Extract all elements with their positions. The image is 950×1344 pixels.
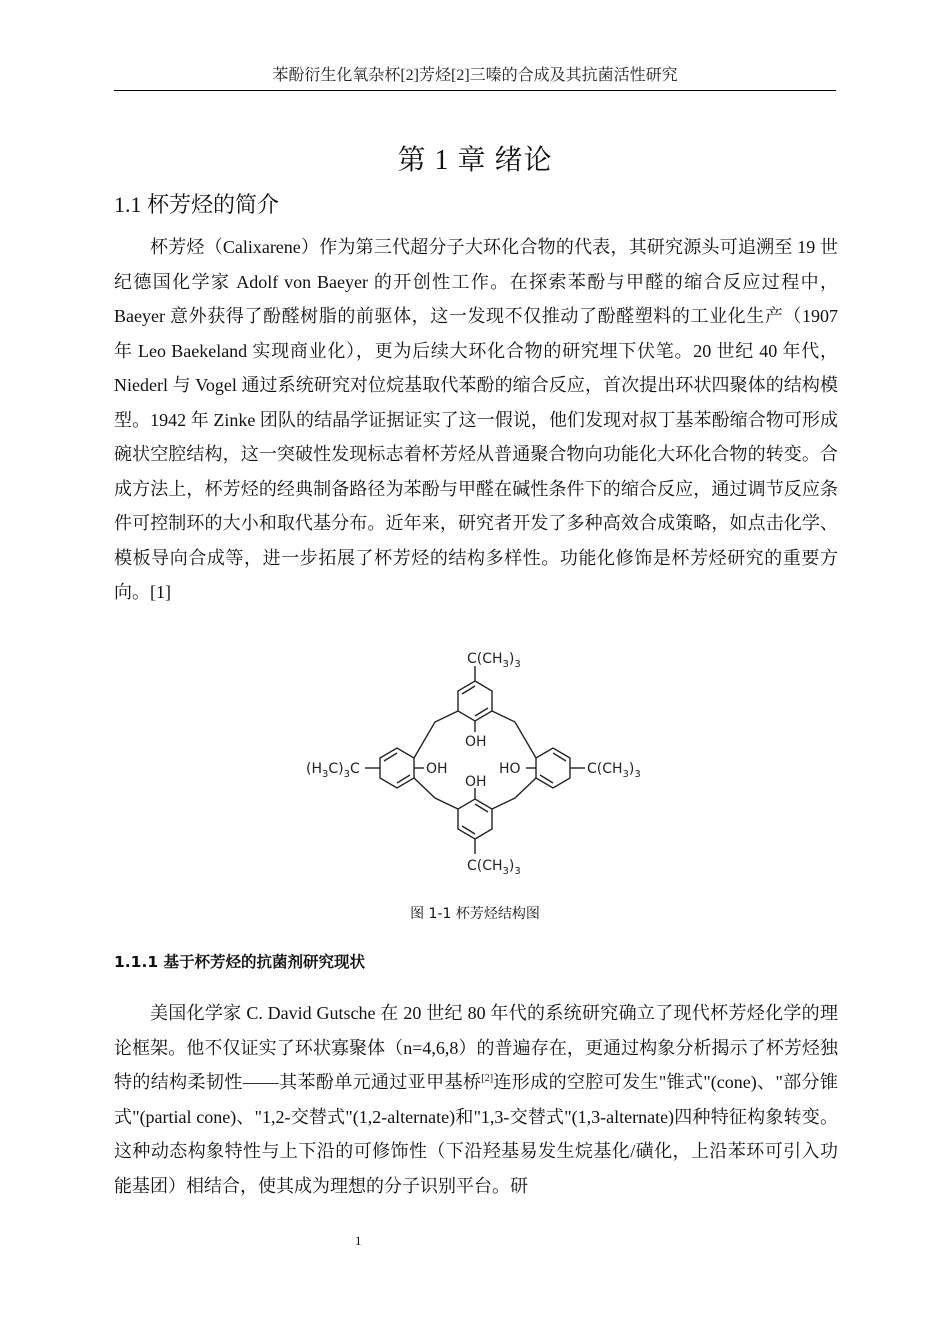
calixarene-structure-diagram bbox=[300, 646, 650, 894]
header-rule bbox=[114, 90, 836, 91]
bottom-benzene-ring bbox=[458, 799, 492, 839]
section-title: 1.1 杯芳烃的简介 bbox=[114, 192, 280, 217]
hydroxyl-label-right: HO bbox=[499, 761, 521, 777]
methylene-bridge bbox=[492, 711, 536, 758]
left-benzene-ring bbox=[380, 748, 414, 788]
hydroxyl-label-top: OH bbox=[465, 734, 487, 750]
calixarene-structure-figure bbox=[300, 646, 650, 894]
subsection-paragraph-part-2: 连形成的空腔可发生"锥式"(cone)、"部分锥式"(partial cone)、"1,2-交替式"(1,2-alternate)和"1,3-交替式"(1,3-alternate)四种特征构象转变。这种动态构象特性与上下沿的可修饰性（下沿羟基易发生烷基化/磺化，上沿苯环可引入功能基团）相结合，使其成为理想的分子识别平台。研 bbox=[114, 1072, 839, 1196]
methylene-bridge bbox=[414, 711, 458, 758]
figure-caption: 图 1-1 杯芳烃结构图 bbox=[410, 906, 540, 922]
citation-reference: [2] bbox=[481, 1073, 494, 1084]
right-benzene-ring bbox=[536, 748, 570, 788]
hydroxyl-label-left: OH bbox=[426, 761, 448, 777]
running-header: 苯酚衍生化氧杂杯[2]芳烃[2]三嗪的合成及其抗菌活性研究 bbox=[272, 67, 678, 84]
right-tert-butyl-label: $C(CH_3)_3$ bbox=[587, 761, 641, 780]
page-number: 1 bbox=[355, 1233, 362, 1248]
subsection-title: 1.1.1 基于杯芳烃的抗菌剂研究现状 bbox=[114, 953, 366, 971]
bottom-tert-butyl-label: $C(CH_3)_3$ bbox=[467, 858, 521, 877]
section-paragraph: 杯芳烃（Calixarene）作为第三代超分子大环化合物的代表，其研究源头可追溯至 19 世纪德国化学家 Adolf von Baeyer 的开创性工作。在探索苯酚与甲醛的缩合反应过程中，Baeyer 意外获得了酚醛树脂的前驱体，这一发现不仅推动了酚醛塑料的工业化生产（1907 年 Leo Baekeland 实现商业化），更为后续大环化合物的研究埋下伏笔。20 世纪 40 年代，Niederl 与 Vogel 通过系统研究对位烷基取代苯酚的缩合反应，首次提出环状四聚体的结构模型。1942 年 Zinke 团队的结晶学证据证实了这一假说，他们发现对叔丁基苯酚缩合物可形成碗状空腔结构，这一突破性发现标志着杯芳烃从普通聚合物向功能化大环化合物的转变。合成方法上，杯芳烃的经典制备路径为苯酚与甲醛在碱性条件下的缩合反应，通过调节反应条件可控制环的大小和取代基分布。近年来，研究者开发了多种高效合成策略，如点击化学、模板导向合成等，进一步拓展了杯芳烃的结构多样性。功能化修饰是杯芳烃研究的重要方向。[1] bbox=[114, 237, 838, 602]
subsection-paragraph-part-1: 美国化学家 C. David Gutsche 在 20 世纪 80 年代的系统研究确立了现代杯芳烃化学的理论框架。他不仅证实了环状寡聚体（n=4,6,8）的普遍存在，更通过构象分析揭示了杯芳烃独特的结构柔韧性——其苯酚单元通过亚甲基桥 bbox=[114, 1003, 838, 1092]
methylene-bridge bbox=[492, 778, 536, 809]
top-benzene-ring bbox=[458, 681, 492, 721]
chapter-title: 第 1 章 绪论 bbox=[397, 145, 553, 176]
left-tert-butyl-label: $(H_3C)_3C$ bbox=[306, 761, 360, 780]
top-tert-butyl-label: $C(CH_3)_3$ bbox=[467, 651, 521, 670]
hydroxyl-label-bottom: OH bbox=[465, 774, 487, 790]
subsection-paragraph bbox=[114, 996, 838, 1203]
methylene-bridge bbox=[414, 778, 458, 809]
